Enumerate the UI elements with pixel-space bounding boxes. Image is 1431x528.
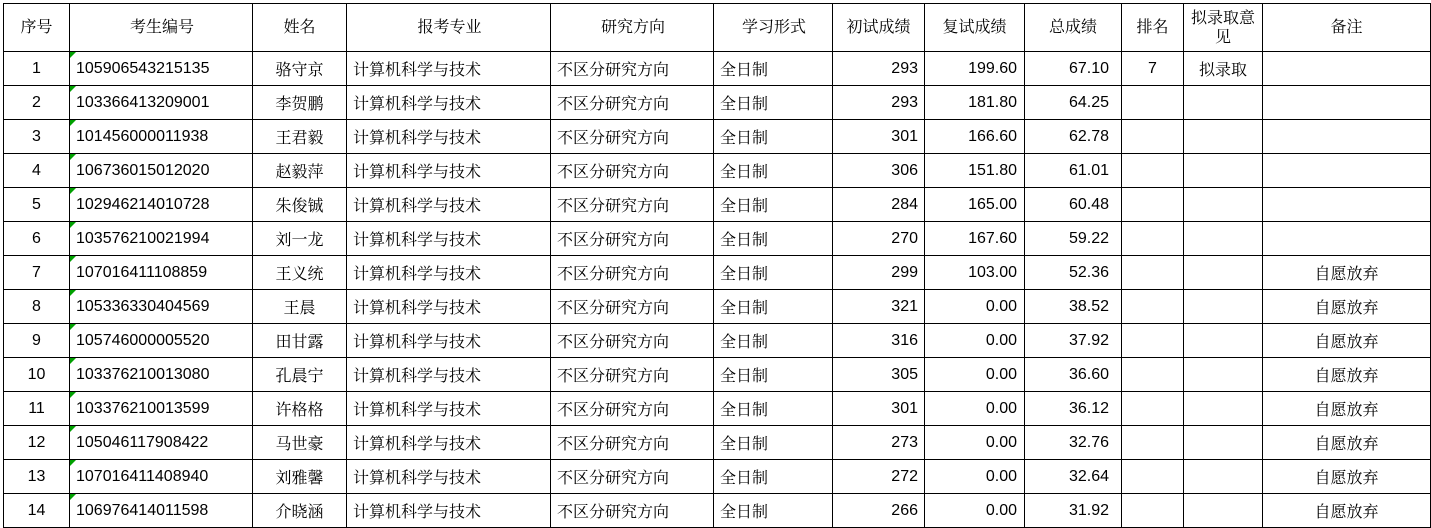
cell-name: 赵毅萍 <box>253 154 347 188</box>
cell-mode: 全日制 <box>714 324 833 358</box>
cell-second-score: 166.60 <box>925 120 1025 154</box>
cell-remark <box>1263 120 1431 154</box>
cell-name: 许格格 <box>253 392 347 426</box>
cell-remark: 自愿放弃 <box>1263 358 1431 392</box>
cell-second-score: 0.00 <box>925 494 1025 528</box>
cell-remark: 自愿放弃 <box>1263 324 1431 358</box>
cell-exam-no: 105336330404569 <box>70 290 253 324</box>
cell-second-score: 165.00 <box>925 188 1025 222</box>
cell-direction: 不区分研究方向 <box>551 52 714 86</box>
cell-direction: 不区分研究方向 <box>551 154 714 188</box>
cell-remark <box>1263 52 1431 86</box>
table-header-row <box>4 4 1431 52</box>
cell-major: 计算机科学与技术 <box>347 460 551 494</box>
cell-exam-no: 105906543215135 <box>70 52 253 86</box>
table-row <box>4 358 1431 392</box>
cell-major: 计算机科学与技术 <box>347 392 551 426</box>
column-header-first-score: 初试成绩 <box>833 4 925 52</box>
table-row <box>4 86 1431 120</box>
cell-name: 骆守京 <box>253 52 347 86</box>
cell-total-score: 62.78 <box>1025 120 1122 154</box>
cell-second-score: 167.60 <box>925 222 1025 256</box>
cell-first-score: 321 <box>833 290 925 324</box>
table-row <box>4 290 1431 324</box>
cell-second-score: 199.60 <box>925 52 1025 86</box>
cell-direction: 不区分研究方向 <box>551 358 714 392</box>
cell-name: 李贺鹏 <box>253 86 347 120</box>
cell-name: 王义统 <box>253 256 347 290</box>
cell-opinion <box>1184 154 1263 188</box>
cell-rank <box>1122 154 1184 188</box>
cell-second-score: 0.00 <box>925 290 1025 324</box>
cell-name: 马世豪 <box>253 426 347 460</box>
cell-name: 刘雅馨 <box>253 460 347 494</box>
cell-second-score: 0.00 <box>925 324 1025 358</box>
cell-total-score: 36.60 <box>1025 358 1122 392</box>
cell-rank <box>1122 86 1184 120</box>
column-header-remark: 备注 <box>1263 4 1431 52</box>
cell-exam-no: 101456000011938 <box>70 120 253 154</box>
cell-total-score: 36.12 <box>1025 392 1122 426</box>
cell-second-score: 0.00 <box>925 358 1025 392</box>
cell-rank <box>1122 256 1184 290</box>
table-row <box>4 392 1431 426</box>
cell-opinion <box>1184 86 1263 120</box>
cell-name: 孔晨宁 <box>253 358 347 392</box>
cell-total-score: 59.22 <box>1025 222 1122 256</box>
cell-mode: 全日制 <box>714 392 833 426</box>
table-body <box>4 52 1431 528</box>
cell-mode: 全日制 <box>714 426 833 460</box>
cell-opinion <box>1184 392 1263 426</box>
cell-major: 计算机科学与技术 <box>347 290 551 324</box>
cell-index: 9 <box>4 324 70 358</box>
column-header-name: 姓名 <box>253 4 347 52</box>
cell-remark <box>1263 154 1431 188</box>
cell-first-score: 284 <box>833 188 925 222</box>
cell-opinion <box>1184 426 1263 460</box>
cell-name: 刘一龙 <box>253 222 347 256</box>
cell-rank: 7 <box>1122 52 1184 86</box>
cell-name: 田甘露 <box>253 324 347 358</box>
column-header-direction: 研究方向 <box>551 4 714 52</box>
cell-first-score: 316 <box>833 324 925 358</box>
cell-exam-no: 103376210013599 <box>70 392 253 426</box>
cell-remark <box>1263 222 1431 256</box>
cell-index: 14 <box>4 494 70 528</box>
table-row <box>4 188 1431 222</box>
cell-mode: 全日制 <box>714 358 833 392</box>
cell-opinion <box>1184 222 1263 256</box>
cell-direction: 不区分研究方向 <box>551 392 714 426</box>
cell-index: 5 <box>4 188 70 222</box>
column-header-index: 序号 <box>4 4 70 52</box>
cell-index: 6 <box>4 222 70 256</box>
column-header-opinion: 拟录取意见 <box>1184 4 1263 52</box>
cell-total-score: 31.92 <box>1025 494 1122 528</box>
table-row <box>4 120 1431 154</box>
cell-total-score: 32.76 <box>1025 426 1122 460</box>
column-header-second-score: 复试成绩 <box>925 4 1025 52</box>
cell-rank <box>1122 290 1184 324</box>
cell-total-score: 64.25 <box>1025 86 1122 120</box>
cell-exam-no: 105746000005520 <box>70 324 253 358</box>
cell-direction: 不区分研究方向 <box>551 426 714 460</box>
cell-opinion <box>1184 120 1263 154</box>
cell-opinion <box>1184 324 1263 358</box>
cell-index: 1 <box>4 52 70 86</box>
cell-major: 计算机科学与技术 <box>347 188 551 222</box>
cell-first-score: 299 <box>833 256 925 290</box>
column-header-exam-no: 考生编号 <box>70 4 253 52</box>
table-row <box>4 222 1431 256</box>
cell-remark: 自愿放弃 <box>1263 460 1431 494</box>
cell-first-score: 301 <box>833 120 925 154</box>
cell-opinion <box>1184 460 1263 494</box>
table-row <box>4 460 1431 494</box>
cell-total-score: 32.64 <box>1025 460 1122 494</box>
cell-total-score: 67.10 <box>1025 52 1122 86</box>
cell-direction: 不区分研究方向 <box>551 222 714 256</box>
cell-name: 朱俊铖 <box>253 188 347 222</box>
cell-index: 12 <box>4 426 70 460</box>
cell-exam-no: 103576210021994 <box>70 222 253 256</box>
cell-first-score: 301 <box>833 392 925 426</box>
cell-exam-no: 103366413209001 <box>70 86 253 120</box>
cell-opinion <box>1184 494 1263 528</box>
cell-remark: 自愿放弃 <box>1263 290 1431 324</box>
table-row <box>4 494 1431 528</box>
cell-direction: 不区分研究方向 <box>551 290 714 324</box>
column-header-total-score: 总成绩 <box>1025 4 1122 52</box>
cell-index: 2 <box>4 86 70 120</box>
cell-rank <box>1122 120 1184 154</box>
cell-exam-no: 106976414011598 <box>70 494 253 528</box>
cell-direction: 不区分研究方向 <box>551 120 714 154</box>
cell-total-score: 60.48 <box>1025 188 1122 222</box>
cell-opinion <box>1184 290 1263 324</box>
column-header-rank: 排名 <box>1122 4 1184 52</box>
cell-remark: 自愿放弃 <box>1263 256 1431 290</box>
cell-remark <box>1263 188 1431 222</box>
cell-first-score: 305 <box>833 358 925 392</box>
cell-major: 计算机科学与技术 <box>347 494 551 528</box>
cell-first-score: 272 <box>833 460 925 494</box>
cell-index: 3 <box>4 120 70 154</box>
cell-mode: 全日制 <box>714 256 833 290</box>
table-row <box>4 324 1431 358</box>
cell-exam-no: 102946214010728 <box>70 188 253 222</box>
cell-rank <box>1122 460 1184 494</box>
cell-mode: 全日制 <box>714 86 833 120</box>
cell-exam-no: 107016411108859 <box>70 256 253 290</box>
cell-first-score: 293 <box>833 52 925 86</box>
cell-total-score: 37.92 <box>1025 324 1122 358</box>
table-row <box>4 256 1431 290</box>
cell-major: 计算机科学与技术 <box>347 256 551 290</box>
cell-direction: 不区分研究方向 <box>551 256 714 290</box>
cell-exam-no: 103376210013080 <box>70 358 253 392</box>
cell-exam-no: 106736015012020 <box>70 154 253 188</box>
cell-major: 计算机科学与技术 <box>347 154 551 188</box>
cell-mode: 全日制 <box>714 290 833 324</box>
cell-second-score: 103.00 <box>925 256 1025 290</box>
cell-index: 13 <box>4 460 70 494</box>
cell-mode: 全日制 <box>714 154 833 188</box>
cell-rank <box>1122 188 1184 222</box>
table-row <box>4 154 1431 188</box>
cell-opinion <box>1184 256 1263 290</box>
cell-mode: 全日制 <box>714 120 833 154</box>
cell-first-score: 266 <box>833 494 925 528</box>
cell-rank <box>1122 358 1184 392</box>
cell-remark: 自愿放弃 <box>1263 426 1431 460</box>
cell-name: 介晓涵 <box>253 494 347 528</box>
cell-major: 计算机科学与技术 <box>347 86 551 120</box>
spreadsheet-area <box>3 3 1379 528</box>
cell-opinion <box>1184 188 1263 222</box>
cell-exam-no: 105046117908422 <box>70 426 253 460</box>
cell-opinion: 拟录取 <box>1184 52 1263 86</box>
cell-second-score: 0.00 <box>925 426 1025 460</box>
cell-total-score: 61.01 <box>1025 154 1122 188</box>
cell-rank <box>1122 222 1184 256</box>
admission-results-table <box>3 3 1431 528</box>
cell-rank <box>1122 494 1184 528</box>
cell-first-score: 273 <box>833 426 925 460</box>
cell-name: 王晨 <box>253 290 347 324</box>
cell-index: 10 <box>4 358 70 392</box>
cell-direction: 不区分研究方向 <box>551 86 714 120</box>
cell-direction: 不区分研究方向 <box>551 460 714 494</box>
cell-major: 计算机科学与技术 <box>347 426 551 460</box>
cell-direction: 不区分研究方向 <box>551 188 714 222</box>
table-row <box>4 426 1431 460</box>
cell-exam-no: 107016411408940 <box>70 460 253 494</box>
cell-mode: 全日制 <box>714 460 833 494</box>
cell-remark: 自愿放弃 <box>1263 392 1431 426</box>
cell-index: 4 <box>4 154 70 188</box>
cell-total-score: 38.52 <box>1025 290 1122 324</box>
cell-major: 计算机科学与技术 <box>347 52 551 86</box>
cell-index: 8 <box>4 290 70 324</box>
cell-major: 计算机科学与技术 <box>347 324 551 358</box>
cell-direction: 不区分研究方向 <box>551 494 714 528</box>
cell-remark: 自愿放弃 <box>1263 494 1431 528</box>
column-header-mode: 学习形式 <box>714 4 833 52</box>
cell-first-score: 306 <box>833 154 925 188</box>
cell-name: 王君毅 <box>253 120 347 154</box>
cell-mode: 全日制 <box>714 222 833 256</box>
cell-major: 计算机科学与技术 <box>347 358 551 392</box>
cell-remark <box>1263 86 1431 120</box>
cell-rank <box>1122 324 1184 358</box>
cell-opinion <box>1184 358 1263 392</box>
cell-second-score: 181.80 <box>925 86 1025 120</box>
cell-second-score: 151.80 <box>925 154 1025 188</box>
cell-rank <box>1122 392 1184 426</box>
cell-rank <box>1122 426 1184 460</box>
cell-first-score: 293 <box>833 86 925 120</box>
cell-direction: 不区分研究方向 <box>551 324 714 358</box>
cell-index: 11 <box>4 392 70 426</box>
cell-major: 计算机科学与技术 <box>347 222 551 256</box>
cell-mode: 全日制 <box>714 494 833 528</box>
cell-second-score: 0.00 <box>925 460 1025 494</box>
cell-first-score: 270 <box>833 222 925 256</box>
cell-mode: 全日制 <box>714 188 833 222</box>
cell-major: 计算机科学与技术 <box>347 120 551 154</box>
column-header-major: 报考专业 <box>347 4 551 52</box>
cell-mode: 全日制 <box>714 52 833 86</box>
table-row <box>4 52 1431 86</box>
cell-second-score: 0.00 <box>925 392 1025 426</box>
cell-total-score: 52.36 <box>1025 256 1122 290</box>
cell-index: 7 <box>4 256 70 290</box>
